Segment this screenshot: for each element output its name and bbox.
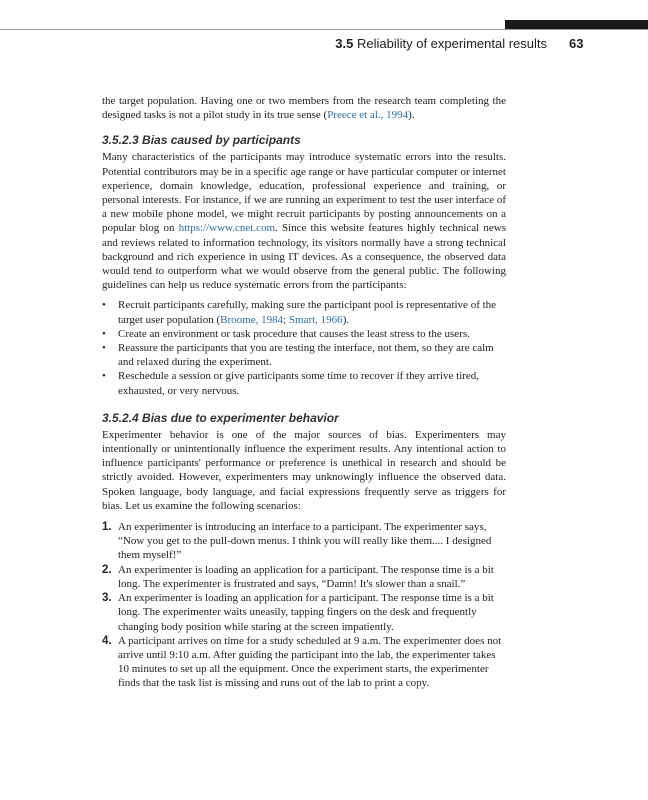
list-item bbox=[102, 341, 506, 369]
scenario-list bbox=[102, 520, 506, 690]
bullet-icon: • bbox=[102, 299, 106, 312]
bullet-icon: • bbox=[102, 370, 106, 383]
list-item bbox=[102, 369, 506, 397]
citation-separator: ; bbox=[283, 313, 289, 326]
list-item bbox=[102, 563, 506, 591]
citation-link[interactable]: Broome, 1984 bbox=[220, 313, 284, 326]
header-rule bbox=[0, 29, 648, 30]
section-heading-experimenter: 3.5.2.4 Bias due to experimenter behavior bbox=[102, 410, 339, 425]
header-accent-bar bbox=[505, 20, 648, 29]
item-text: A participant arrives on time for a study scheduled at 9 a.m. The experimenter does not arrive until 9:10 a.m. After guiding the participant into the lab, the experimenter takes 10 minutes to set up all the equipment. Once the experiment starts, the experimenter finds that the task list is missing and runs out of the lab to print a copy. bbox=[118, 634, 502, 690]
item-text: An experimenter is loading an application for a participant. The response time is a bit long. The experimenter is frustrated and says, “Damn! It's slower than a snail.” bbox=[118, 563, 494, 590]
running-header bbox=[335, 36, 584, 51]
bullet-text: Recruit participants carefully, making sure the participant pool is representative of the target user population ( bbox=[118, 299, 497, 326]
list-item bbox=[102, 520, 506, 563]
url-link[interactable]: https://www.cnet.com bbox=[178, 222, 276, 235]
bullet-text: Create an environment or task procedure that causes the least stress to the users. bbox=[118, 327, 470, 340]
list-item bbox=[102, 591, 506, 634]
citation-link[interactable]: Smart, 1966 bbox=[288, 313, 343, 326]
experimenter-paragraph: Experimenter behavior is one of the major sources of bias. Experimenters may intentionally or unintentionally influence the experiment results. Any intentional action to influence participants' performance or preference is unethical in research and should be strictly avoided. However, experimenters may unknowingly influence the observed data. Spoken language, body language, and facial expressions frequently serve as triggers for bias. Let us examine the following scenarios: bbox=[102, 428, 506, 512]
page-body bbox=[102, 94, 506, 691]
list-item bbox=[102, 298, 506, 326]
intro-paragraph bbox=[102, 94, 506, 122]
intro-text-end: ). bbox=[408, 109, 415, 122]
bullet-icon: • bbox=[102, 327, 106, 340]
participants-paragraph bbox=[102, 150, 506, 292]
item-text: An experimenter is loading an application for a participant. The response time is a bit long. The experimenter waits uneasily, tapping fingers on the desk and frequently changing body position while staring at the screen impatiently. bbox=[118, 592, 494, 633]
section-number: 3.5 bbox=[335, 36, 354, 51]
item-text: An experimenter is introducing an interface to a participant. The experimenter says, “Now you get to the pull-down menus. I think you will really like them.... I designed them myself!” bbox=[118, 521, 492, 562]
intro-text: the target population. Having one or two members from the research team completing the designed tasks is not a pilot study in its true sense ( bbox=[102, 95, 506, 122]
section-title: Reliability of experimental results bbox=[356, 36, 547, 51]
list-item bbox=[102, 634, 506, 691]
item-number: 3. bbox=[102, 592, 112, 605]
bullet-text: Reassure the participants that you are testing the interface, not them, so they are calm and relaxed during the experiment. bbox=[118, 342, 494, 369]
citation-link[interactable]: Preece et al., 1994 bbox=[327, 109, 409, 122]
page-number: 63 bbox=[569, 36, 584, 51]
participants-text-end: . Since this website features highly technical news and reviews related to information technology, its visitors normally have a strong technical background and rich experience in using IT devices. As a consequence, the observed data would tend to outperform what we would observe from the general public. The following guidelines can help us reduce systematic errors from the participants: bbox=[102, 222, 506, 292]
item-number: 2. bbox=[102, 563, 112, 576]
guidelines-list bbox=[102, 298, 506, 397]
section-heading-participants: 3.5.2.3 Bias caused by participants bbox=[102, 133, 301, 148]
bullet-text: Reschedule a session or give participants some time to recover if they arrive tired, exhausted, or very nervous. bbox=[118, 370, 480, 397]
participants-text: Many characteristics of the participants may introduce systematic errors into the results. Potential contributors may be in a specific age range or have particular computer or internet experience, domain knowledge, education, professional experience and training, or personal interests. For instance, if we are running an experiment to test the user interface of a new mobile phone model, we might recruit participants by posting announcements on a popular blog on bbox=[102, 151, 506, 235]
list-item bbox=[102, 327, 506, 341]
bullet-icon: • bbox=[102, 342, 106, 355]
bullet-text-end: ). bbox=[342, 313, 350, 326]
item-number: 1. bbox=[102, 521, 112, 534]
item-number: 4. bbox=[102, 634, 112, 647]
